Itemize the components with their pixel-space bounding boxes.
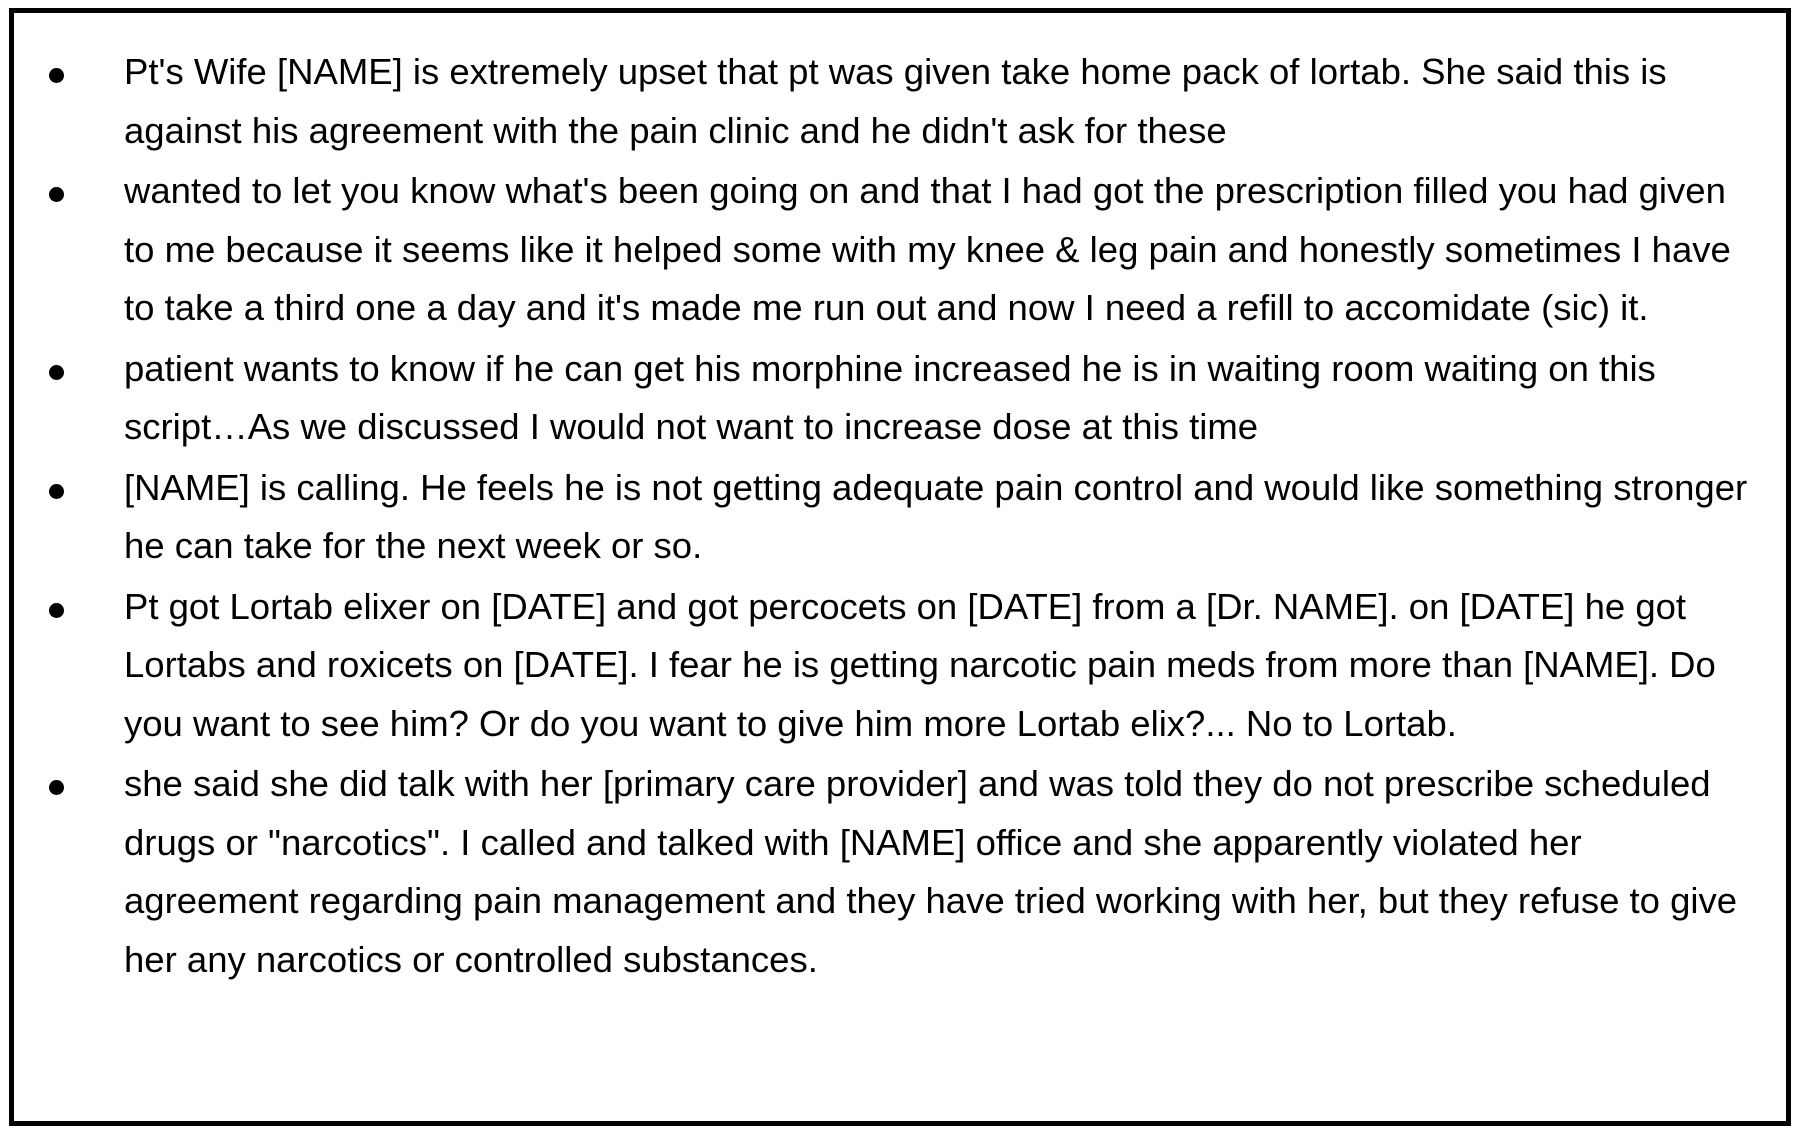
list-item	[14, 162, 1786, 338]
bullet-icon	[49, 484, 64, 499]
bullet-icon	[49, 187, 64, 202]
note-text: wanted to let you know what's been going on and that I had got the prescription filled you had given to me because it seems like it helped some with my knee & leg pain and honestly sometimes I have to take a third one a day and it's made me run out and now I need a refill to accomidate (sic) it.	[124, 170, 1731, 328]
list-item	[14, 43, 1786, 160]
bullet-icon	[49, 365, 64, 380]
bullet-icon	[49, 68, 64, 83]
notes-list	[14, 43, 1786, 991]
note-text: Pt got Lortab elixer on [DATE] and got percocets on [DATE] from a [Dr. NAME]. on [DATE] he got Lortabs and roxicets on [DATE]. I fear he is getting narcotic pain meds from more than [NAME]. Do you want to see him? Or do you want to give him more Lortab elix?... No to Lortab.	[124, 585, 1716, 744]
list-item	[14, 755, 1786, 989]
list-item	[14, 459, 1786, 576]
bullet-icon	[49, 603, 64, 618]
note-text: patient wants to know if he can get his morphine increased he is in waiting room waiting on this script…As we discussed I would not want to increase dose at this time	[124, 347, 1656, 447]
bullet-icon	[49, 780, 64, 795]
document-frame	[9, 8, 1791, 1126]
list-item	[14, 578, 1786, 754]
list-item	[14, 340, 1786, 457]
note-text: [NAME] is calling. He feels he is not getting adequate pain control and would like something stronger he can take for the next week or so.	[124, 466, 1748, 566]
note-text: Pt's Wife [NAME] is extremely upset that pt was given take home pack of lortab. She said this is against his agreement with the pain clinic and he didn't ask for these	[124, 51, 1667, 151]
note-text: she said she did talk with her [primary care provider] and was told they do not prescribe scheduled drugs or "narcotics". I called and talked with [NAME] office and she apparently violated her agreement regarding pain management and they have tried working with her, but they refuse to give her any narcotics or controlled substances.	[124, 763, 1738, 980]
